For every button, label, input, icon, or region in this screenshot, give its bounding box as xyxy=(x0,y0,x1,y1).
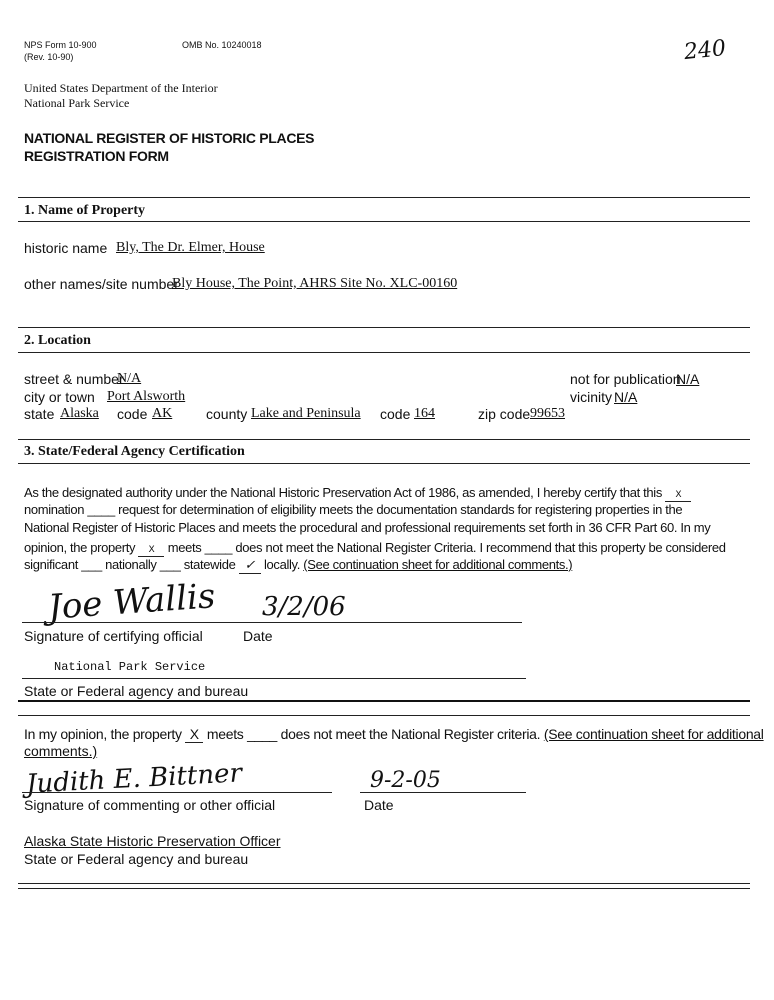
county-code-label: code xyxy=(380,406,411,422)
locally-check: ✓ xyxy=(239,558,261,574)
divider xyxy=(18,327,750,328)
commenting-signature-label: Signature of commenting or other official xyxy=(24,797,276,813)
not-for-publication-label: not for publication xyxy=(570,371,681,387)
county-label: county xyxy=(206,406,248,422)
section2-heading: 2. Location xyxy=(24,333,91,348)
vicinity-label: vicinity xyxy=(570,389,613,405)
historic-name-label: historic name xyxy=(24,240,108,256)
certification-line2: nomination ____ request for determination of eligibility meets the documentation standards for registering properties in the xyxy=(24,502,683,517)
divider xyxy=(18,197,750,198)
street-label: street & number xyxy=(24,371,124,387)
certifying-date-handwritten: 3/2/06 xyxy=(262,592,346,622)
certification-text: As the designated authority under the National Historic Preservation Act of 1986, as amended, I hereby certify that this xyxy=(24,485,662,500)
county-code-value: 164 xyxy=(414,406,435,421)
other-names-value: Bly House, The Point, AHRS Site No. XLC-00160 xyxy=(172,276,458,291)
meets-criteria-check: X xyxy=(138,545,164,557)
certifying-official-signature: Joe Wallis xyxy=(46,576,217,628)
commenting-official-signature: Judith E. Bittner xyxy=(25,758,243,800)
divider xyxy=(18,352,750,353)
certification-line3: National Register of Historic Places and meets the procedural and professional requirements set forth in 36 CFR Part 60. In my xyxy=(24,520,711,535)
city-label: city or town xyxy=(24,389,95,405)
commenting-continuation-link[interactable]: (See continuation sheet for additional xyxy=(543,726,764,742)
county-value: Lake and Peninsula xyxy=(251,406,361,421)
city-value: Port Alsworth xyxy=(107,389,186,404)
state-value: Alaska xyxy=(60,406,99,421)
certification-line1 xyxy=(24,485,691,502)
commenting-continuation-link-cont[interactable]: comments.) xyxy=(24,743,98,759)
signature-line xyxy=(22,622,522,623)
not-for-publication-value: N/A xyxy=(676,371,700,387)
zip-value: 99653 xyxy=(530,406,565,421)
state-code-value: AK xyxy=(152,406,173,421)
street-value: N/A xyxy=(117,371,142,386)
date-label: Date xyxy=(243,628,273,644)
agency-value-typed: National Park Service xyxy=(54,660,206,674)
commenting-opinion-text-cont: meets ____ does not meet the National Register criteria. xyxy=(206,726,541,742)
significance-text: significant ___ nationally ___ statewide xyxy=(24,557,236,572)
commenting-date-handwritten: 9-2-05 xyxy=(370,768,441,793)
certify-nomination-check: X xyxy=(665,490,691,502)
divider xyxy=(18,700,750,702)
agency-name: National Park Service xyxy=(24,96,130,110)
opinion-text-cont: meets ____ does not meet the National Register Criteria. I recommend that this property be considered xyxy=(167,540,726,555)
locally-text: locally. xyxy=(264,557,300,572)
divider xyxy=(18,439,750,440)
vicinity-value: N/A xyxy=(614,389,638,405)
section3-heading: 3. State/Federal Agency Certification xyxy=(24,444,245,459)
form-title-line1: NATIONAL REGISTER OF HISTORIC PLACES xyxy=(24,130,315,146)
historic-name-value: Bly, The Dr. Elmer, House xyxy=(116,240,265,255)
zip-label: zip code xyxy=(478,406,531,422)
agency-line xyxy=(22,678,526,679)
commenting-meets-check: X xyxy=(185,726,203,743)
divider xyxy=(18,715,750,716)
certification-line5 xyxy=(24,557,572,574)
commenting-opinion-line1 xyxy=(24,726,764,743)
state-code-label: code xyxy=(117,406,148,422)
commenting-agency-label: State or Federal agency and bureau xyxy=(24,851,249,867)
commenting-agency-value: Alaska State Historic Preservation Officer xyxy=(24,833,281,849)
signature-line xyxy=(22,792,332,793)
opinion-text: opinion, the property xyxy=(24,540,136,555)
divider xyxy=(18,221,750,222)
date-line xyxy=(360,792,526,793)
other-names-label: other names/site number xyxy=(24,276,179,292)
commenting-opinion-text: In my opinion, the property xyxy=(24,726,182,742)
signature-label: Signature of certifying official xyxy=(24,628,203,644)
commenting-date-label: Date xyxy=(364,797,394,813)
divider xyxy=(18,463,750,464)
certification-line4 xyxy=(24,540,726,557)
form-title-line2: REGISTRATION FORM xyxy=(24,148,169,164)
continuation-link[interactable]: (See continuation sheet for additional comments.) xyxy=(303,557,573,572)
form-number: NPS Form 10-900 xyxy=(24,40,97,50)
divider xyxy=(18,883,750,884)
divider xyxy=(18,888,750,889)
handwritten-page-number: 240 xyxy=(682,35,728,66)
agency-label: State or Federal agency and bureau xyxy=(24,683,249,699)
section1-heading: 1. Name of Property xyxy=(24,203,146,218)
form-revision: (Rev. 10-90) xyxy=(24,52,74,62)
state-label: state xyxy=(24,406,55,422)
department-name: United States Department of the Interior xyxy=(24,81,218,95)
omb-number: OMB No. 10240018 xyxy=(182,40,262,50)
